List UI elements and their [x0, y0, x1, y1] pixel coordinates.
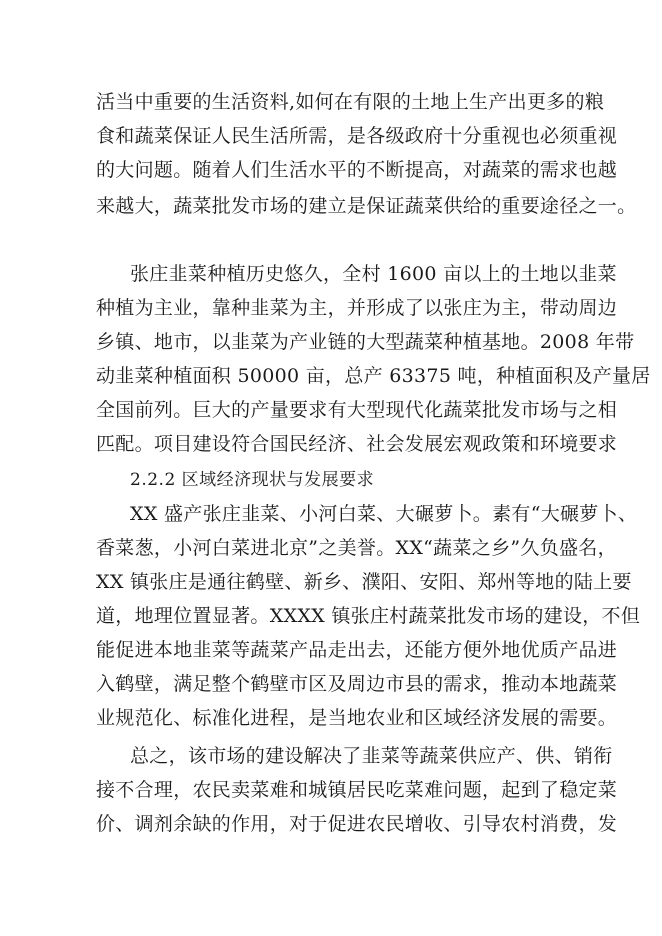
- paragraph-2-line-1: 张庄韭菜种植历史悠久，全村 1600 亩以上的土地以韭菜: [130, 263, 617, 285]
- paragraph-4-line-2: 接不合理，农民卖菜难和城镇居民吃菜难问题，起到了稳定菜: [96, 779, 618, 801]
- section-heading: 2.2.2 区域经济现状与发展要求: [130, 470, 375, 490]
- paragraph-2-line-5: 全国前列。巨大的产量要求有大型现代化蔬菜批发市场与之相: [96, 399, 618, 421]
- paragraph-2-line-2: 种植为主业，靠种韭菜为主，并形成了以张庄为主，带动周边: [96, 297, 618, 319]
- paragraph-1-line-1: 活当中重要的生活资料,如何在有限的土地上生产出更多的粮: [96, 91, 605, 113]
- paragraph-1-line-3: 的大问题。随着人们生活水平的不断提高，对蔬菜的需求也越: [96, 159, 618, 181]
- paragraph-3-line-2: 香菜葱，小河白菜进北京”之美誉。XX“蔬菜之乡”久负盛名，: [96, 537, 617, 559]
- paragraph-3-line-4: 道，地理位置显著。XXXX 镇张庄村蔬菜批发市场的建设，不但: [96, 605, 641, 627]
- paragraph-2-line-4: 动韭菜种植面积 50000 亩，总产 63375 吨，种植面积及产量居: [96, 365, 651, 387]
- paragraph-1-line-2: 食和蔬菜保证人民生活所需，是各级政府十分重视也必须重视: [96, 125, 618, 147]
- paragraph-3-line-5: 能促进本地韭菜等蔬菜产品走出去，还能方便外地优质产品进: [96, 639, 618, 661]
- paragraph-3-line-1: XX 盛产张庄韭菜、小河白菜、大碾萝卜。素有“大碾萝卜、: [130, 503, 638, 525]
- paragraph-3-line-7: 业规范化、标准化进程，是当地农业和区域经济发展的需要。: [96, 707, 618, 729]
- paragraph-2-line-6: 匹配。项目建设符合国民经济、社会发展宏观政策和环境要求: [96, 433, 618, 455]
- paragraph-1-line-4: 来越大，蔬菜批发市场的建立是保证蔬菜供给的重要途径之一。: [96, 195, 637, 217]
- paragraph-3-line-6: 入鹤壁，满足整个鹤壁市区及周边市县的需求，推动本地蔬菜: [96, 673, 618, 695]
- paragraph-4-line-3: 价、调剂余缺的作用，对于促进农民增收、引导农村消费，发: [96, 813, 618, 835]
- paragraph-2-line-3: 乡镇、地市，以韭菜为产业链的大型蔬菜种植基地。2008 年带: [96, 331, 635, 353]
- paragraph-3-line-3: XX 镇张庄是通往鹤壁、新乡、濮阳、安阳、郑州等地的陆上要: [96, 571, 632, 593]
- paragraph-4-line-1: 总之，该市场的建设解决了韭菜等蔬菜供应产、供、销衔: [130, 745, 613, 767]
